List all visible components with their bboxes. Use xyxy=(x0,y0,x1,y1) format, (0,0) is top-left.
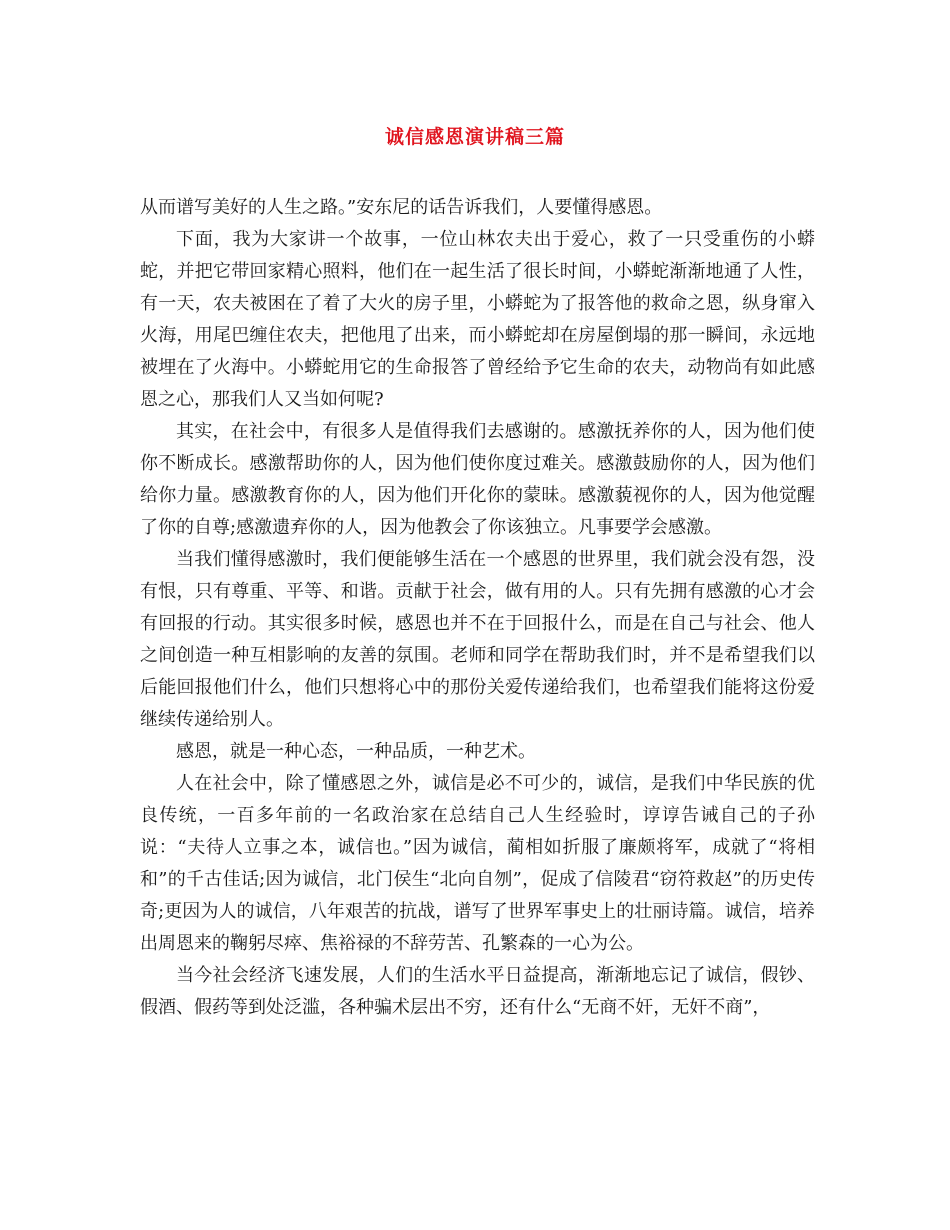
paragraph: 其实，在社会中，有很多人是值得我们去感谢的。感激抚养你的人，因为他们使你不断成长。感激帮助你的人，因为他们使你度过难关。感激鼓励你的人，因为他们给你力量。感激教育你的人，因为他们开化你的蒙昧。感激藐视你的人，因为他觉醒了你的自尊;感激遗弃你的人，因为他教会了你该独立。凡事要学会感激。 xyxy=(140,421,815,538)
paragraph: 人在社会中，除了懂感恩之外，诚信是必不可少的，诚信，是我们中华民族的优良传统，一百多年前的一名政治家在总结自己人生经验时，谆谆告诫自己的子孙说：“夫待人立事之本，诚信也。”因为诚信，蔺相如折服了廉颇将军，成就了“将相和”的千古佳话;因为诚信，北门侯生“北向自刎”，促成了信陵君“窃符救赵”的历史传奇;更因为人的诚信，八年艰苦的抗战，谱写了世界军事史上的壮丽诗篇。诚信，培养出周恩来的鞠躬尽瘁、焦裕禄的不辞劳苦、孔繁森的一心为公。 xyxy=(140,773,815,954)
paragraph: 感恩，就是一种心态，一种品质，一种艺术。 xyxy=(176,741,536,762)
paragraph: 从而谱写美好的人生之路。”安东尼的话告诉我们，人要懂得感恩。 xyxy=(140,197,663,218)
paragraph: 当今社会经济飞速发展，人们的生活水平日益提高，渐渐地忘记了诚信，假钞、假酒、假药等到处泛滥，各种骗术层出不穷，还有什么“无商不奸，无奸不商”， xyxy=(140,965,815,1018)
document-title: 诚信感恩演讲稿三篇 xyxy=(384,126,565,148)
document-body xyxy=(140,192,815,1024)
paragraph: 当我们懂得感激时，我们便能够生活在一个感恩的世界里，我们就会没有怨，没有恨，只有尊重、平等、和谐。贡献于社会，做有用的人。只有先拥有感激的心才会有回报的行动。其实很多时候，感恩也并不在于回报什么，而是在自己与社会、他人之间创造一种互相影响的友善的氛围。老师和同学在帮助我们时，并不是希望我们以后能回报他们什么，他们只想将心中的那份关爱传递给我们，也希望我们能将这份爱继续传递给别人。 xyxy=(140,549,815,730)
paragraph: 下面，我为大家讲一个故事，一位山林农夫出于爱心，救了一只受重伤的小蟒蛇，并把它带回家精心照料，他们在一起生活了很长时间，小蟒蛇渐渐地通了人性，有一天，农夫被困在了着了大火的房子里，小蟒蛇为了报答他的救命之恩，纵身窜入火海，用尾巴缠住农夫，把他甩了出来，而小蟒蛇却在房屋倒塌的那一瞬间，永远地被埋在了火海中。小蟒蛇用它的生命报答了曾经给予它生命的农夫，动物尚有如此感恩之心，那我们人又当如何呢? xyxy=(140,229,815,410)
